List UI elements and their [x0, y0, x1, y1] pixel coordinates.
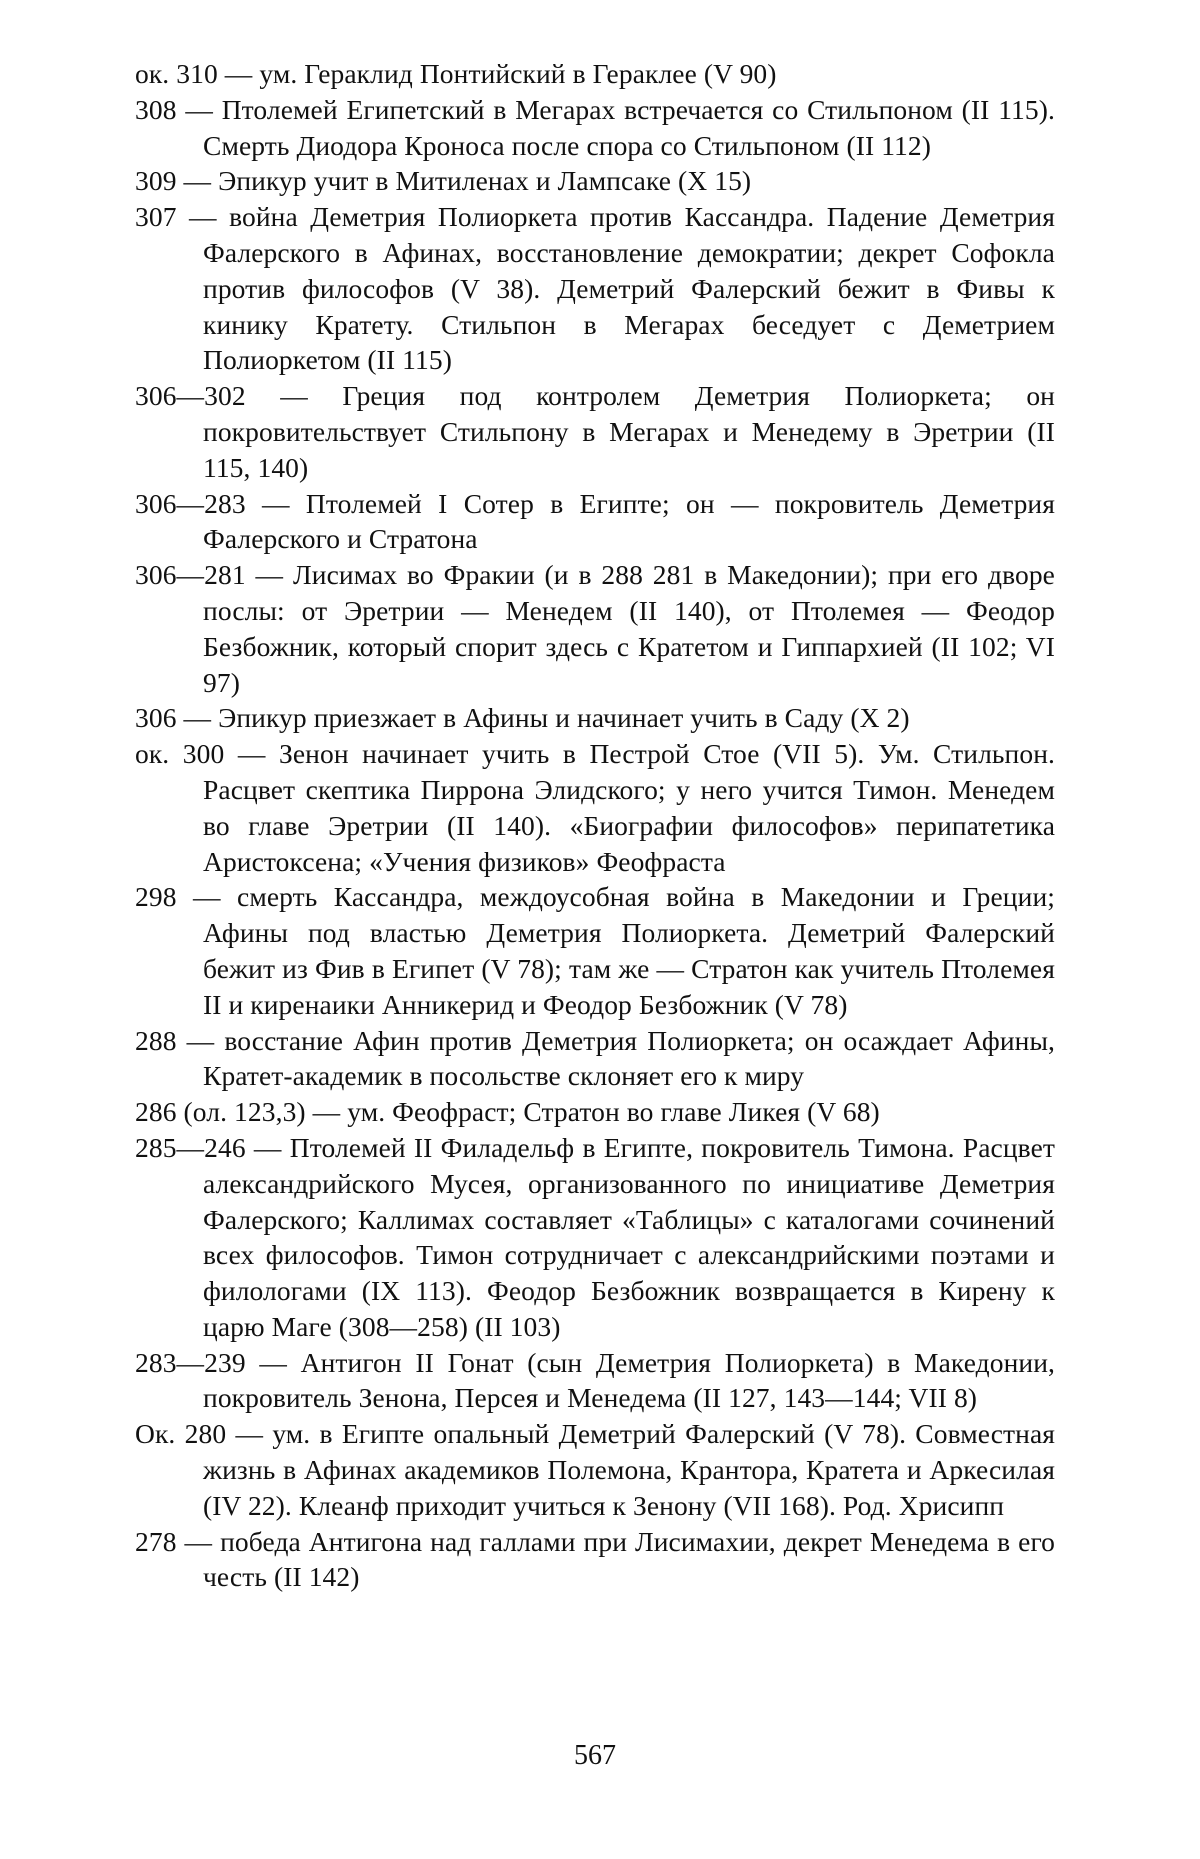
chronology-entry: ок. 310 — ум. Гераклид Понтийский в Гераклее (V 90)	[135, 58, 777, 89]
chronology-entry: 283—239 — Антигон II Гонат (сын Деметрия Полиоркета) в Македонии, покровитель Зенона, Персея и Менедема (II 127, 143—144; VII 8)	[135, 1346, 1055, 1414]
chronology-entry: 306—281 — Лисимах во Фракии (и в 288 281 в Македонии); при его дворе послы: от Эретрии — Менедем (II 140), от Птолемея — Феодор Безбожник, который спорит здесь с Кратетом и Гиппархией (II 102; VI 97)	[135, 559, 1055, 698]
chronology-entry: 298 — смерть Кассандра, междоусобная война в Македонии и Греции; Афины под властью Деметрия Полиоркета. Деметрий Фалерский бежит из Фив в Египет (V 78); там же — Стратон как учитель Птолемея II и киренаики Анникерид и Феодор Безбожник (V 78)	[135, 881, 1055, 1020]
chronology-entry: 308 — Птолемей Египетский в Мегарах встречается со Стильпоном (II 115). Смерть Диодора Кроноса после спора со Стильпоном (II 112)	[135, 93, 1055, 161]
chronology-entry: 288 — восстание Афин против Деметрия Полиоркета; он осаждает Афины, Кратет-академик в посольстве склоняет его к миру	[135, 1024, 1055, 1092]
chronology-entry: 286 (ол. 123,3) — ум. Феофраст; Стратон во главе Ликея (V 68)	[135, 1096, 880, 1128]
chronology-entry: 306 — Эпикур приезжает в Афины и начинает учить в Саду (X 2)	[135, 702, 910, 734]
chronology-entry: ок. 300 — Зенон начинает учить в Пестрой Стое (VII 5). Ум. Стильпон. Расцвет скептика Пиррона Элидского; у него учится Тимон. Менедем во главе Эретрии (II 140). «Биографии философов» перипатетика Аристоксена; «Учения физиков» Феофраста	[135, 738, 1055, 877]
page-number: 567	[574, 1740, 616, 1771]
chronology-entry: 306—302 — Греция под контролем Деметрия Полиоркета; он покровительствует Стильпону в Мегарах и Менедему в Эретрии (II 115, 140)	[135, 380, 1055, 483]
chronology-entry: 309 — Эпикур учит в Митиленах и Лампсаке (X 15)	[135, 165, 752, 197]
chronology-entry: 306—283 — Птолемей I Сотер в Египте; он — покровитель Деметрия Фалерского и Стратона	[135, 487, 1055, 555]
chronology-entry: 285—246 — Птолемей II Филадельф в Египте, покровитель Тимона. Расцвет александрийского Мусея, организованного по инициативе Деметрия Фалерского; Каллимах составляет «Таблицы» с каталогами сочинений всех философов. Тимон сотрудничает с александрийскими поэтами и филологами (IX 113). Феодор Безбожник возвращается в Кирену к царю Маге (308—258) (II 103)	[135, 1131, 1055, 1342]
chronology-page	[135, 56, 1055, 1595]
chronology-entry: Ок. 280 — ум. в Египте опальный Деметрий Фалерский (V 78). Совместная жизнь в Афинах академиков Полемона, Крантора, Кратета и Аркесилая (IV 22). Клеанф приходит учиться к Зенону (VII 168). Род. Хрисипп	[135, 1418, 1055, 1521]
chronology-entry: 307 — война Деметрия Полиоркета против Кассандра. Падение Деметрия Фалерского в Афинах, восстановление демократии; декрет Софокла против философов (V 38). Деметрий Фалерский бежит в Фивы к кинику Кратету. Стильпон в Мегарах беседует с Деметрием Полиоркетом (II 115)	[135, 201, 1055, 376]
chronology-entry: 278 — победа Антигона над галлами при Лисимахии, декрет Менедема в его честь (II 142)	[135, 1525, 1055, 1593]
